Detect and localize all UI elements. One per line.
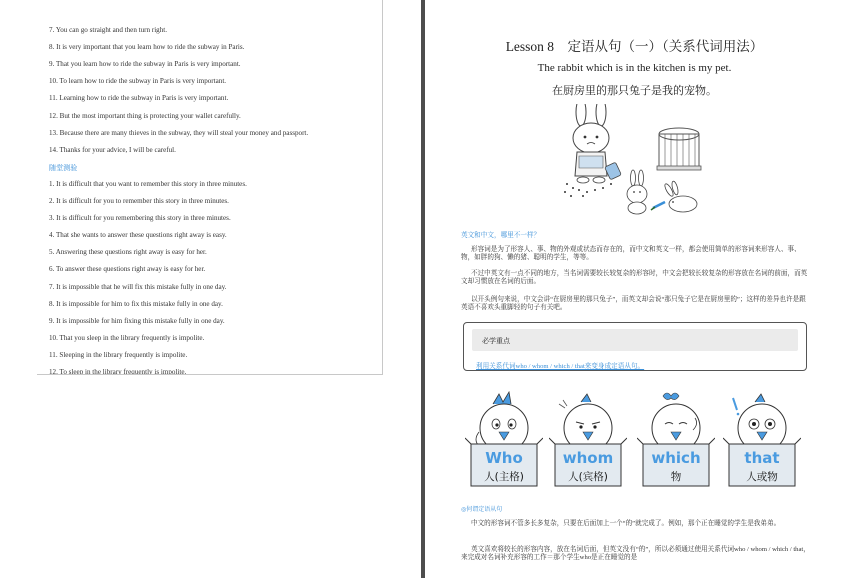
exercise-line: 11. Sleeping in the library frequently is impolite. [49, 350, 188, 359]
exercise-line: 11. Learning how to ride the subway in Paris is very important. [49, 94, 229, 103]
exercise-line: 10. To learn how to ride the subway in Paris is very important. [49, 77, 227, 86]
exercise-line: 2. It is difficult for you to remember this story in three minutes. [49, 197, 229, 205]
paragraph: 以开头例句来说，中文会讲“在厨房里的那只兔子”，而英文却会说“那只兔子它是在厨房里的”；这样的差异也许是跟英语不喜欢头重脚轻的句子有关吧。 [461, 296, 806, 312]
exercise-line: 6. To answer these questions right away is easy for her. [49, 265, 206, 274]
pronoun-meaning: 物 [670, 471, 682, 483]
exercise-line: 13. Because there are many thieves in the subway, they will steal your money and passport. [49, 128, 309, 137]
paragraph: 中文的形容词不管多长多复杂，只要在后面加上一个“的”就完成了。例如，那个正在睡觉的学生是我弟弟。 [471, 520, 781, 527]
exercise-line: 3. It is difficult for you remembering this story in three minutes. [49, 214, 231, 223]
pronoun-word: that [744, 449, 780, 467]
key-point-header [472, 329, 798, 351]
example-sentence-chinese: 在厨房里的那只兔子是我的宠物。 [552, 85, 717, 97]
section-heading: ◎何谓定语从句 [461, 507, 503, 513]
exercise-line: 4. That she wants to answer these questions right away is easy. [49, 231, 227, 240]
exercise-line: 12. But the most important thing is protecting your wallet carefully. [49, 111, 241, 120]
key-point-box [463, 322, 807, 371]
key-point-title: 必学重点 [482, 337, 510, 345]
exercise-line: 7. You can go straight and then turn right. [49, 26, 168, 34]
page-margin [0, 0, 37, 578]
pronoun-card-whom [549, 388, 627, 492]
pronoun-word: Who [485, 449, 523, 467]
chick-icon [559, 394, 612, 452]
pronoun-meaning: 人或物 [746, 471, 778, 483]
right-page [425, 0, 844, 578]
exercise-line: 14. Thanks for your advice, I will be careful. [49, 145, 176, 154]
key-point-text: 利用关系代词who / whom / which / that来变身成定语从句。 [476, 363, 645, 370]
pronoun-word: whom [562, 449, 614, 467]
pronoun-card-which [637, 388, 715, 492]
chick-icon [476, 392, 528, 452]
exercise-line: 8. It is impossible for him to fix this mistake fully in one day. [49, 299, 223, 308]
rabbit-kitchen-illustration [557, 104, 713, 220]
exercise-line: 7. It is impossible that he will fix this mistake fully in one day. [49, 282, 227, 291]
lesson-title: Lesson 8 定语从句（一）（关系代词用法） [505, 39, 764, 54]
exercise-line: 8. It is very important that you learn how to ride the subway in Paris. [49, 43, 245, 52]
pronoun-word: which [651, 449, 701, 467]
section-heading: 英文和中文，哪里不一样？ [461, 232, 541, 239]
exercise-line: 9. It is impossible for him fixing this mistake fully in one day. [49, 316, 225, 325]
pronoun-card-who [465, 388, 543, 492]
pronoun-meaning: 人(主格) [484, 471, 524, 483]
paragraph: 形容词是为了形容人、事、物的外观或状态而存在的，而中文和英文一样，都会使用简单的形容词来形容人、事、物，如胖的狗、懒的猪、聪明的学生，等等。 [461, 246, 801, 262]
exercise-line: 10. That you sleep in the library frequently is impolite. [49, 333, 205, 342]
section-heading: 随堂测验 [49, 163, 78, 172]
cage-icon [657, 128, 701, 170]
big-rabbit-icon [573, 104, 609, 183]
exercise-line: 9. That you learn how to ride the subway in Paris is very important. [49, 60, 241, 69]
chick-icon [652, 393, 700, 452]
paragraph: 不过中英文有一点不同的地方，当名词需要较长较复杂的形容时，中文会把较长较复杂的形容放在名词的前面，而英文却习惯放在名词的后面。 [461, 270, 808, 286]
chick-icon [733, 394, 786, 452]
left-page [37, 0, 383, 375]
example-sentence-english: The rabbit which is in the kitchen is my pet. [537, 62, 732, 74]
exercise-line: 5. Answering these questions right away is easy for her. [49, 248, 207, 257]
paragraph: 英文喜欢将较长的形容内容，放在名词后面，但英文没有“的”，所以必须通过使用关系代词who / whom / which / that，来完成对名词补充形容的工作＝那个学生who是正在睡觉的是 [461, 546, 810, 562]
pronoun-meaning: 人(宾格) [568, 471, 608, 483]
exercise-line: 1. It is difficult that you want to remember this story in three minutes. [49, 179, 247, 188]
small-rabbits-icon [627, 170, 697, 214]
pronoun-card-that [723, 388, 801, 492]
exercise-line: 12. To sleep in the library frequently is impolite. [49, 368, 187, 375]
